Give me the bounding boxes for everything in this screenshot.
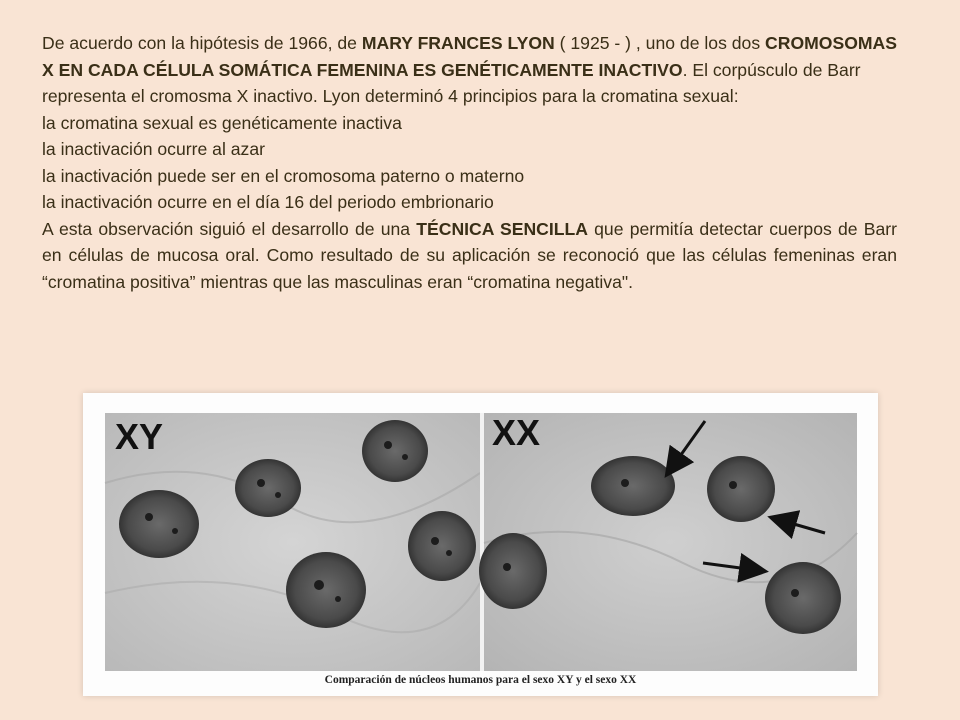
xx-label: XX — [492, 412, 541, 453]
xx-panel — [479, 412, 857, 671]
xy-nucleus-2 — [235, 459, 301, 517]
principle-4: la inactivación ocurre en el día 16 del periodo embrionario — [42, 192, 494, 212]
technique-name: TÉCNICA SENCILLA — [416, 218, 588, 239]
xy-nucleus-3 — [362, 420, 428, 482]
intro-paragraph — [42, 30, 897, 110]
xy-nucleus-5 — [408, 511, 476, 581]
xx-nucleus-4 — [765, 562, 841, 634]
technique-rest: que permitía detectar cuerpos de Barr en células de mucosa oral. Como resultado de su aplicación se reconoció que las células femeninas eran “cromatina positiva” mientras que las masculinas eran “cromatina negativa". — [42, 218, 897, 292]
scientist-name: MARY FRANCES LYON — [361, 33, 555, 53]
nuclei-comparison-figure — [83, 393, 878, 696]
hypothesis-claim: CROMOSOMAS X EN CADA CÉLULA SOMÁTICA FEMENINA ES GENÉTICAMENTE INACTIVO — [42, 33, 897, 80]
micrograph — [83, 393, 878, 673]
xy-panel — [105, 413, 480, 671]
intro-text: De acuerdo con la hipótesis de 1966, de — [42, 33, 362, 53]
xx-nucleus-1 — [591, 456, 675, 516]
principle-1: la cromatina sexual es genéticamente inactiva — [42, 112, 402, 133]
xy-nucleus-1 — [119, 490, 199, 558]
figure-caption: Comparación de núcleos humanos para el sexo XY y el sexo XX — [324, 674, 637, 686]
technique-intro: A esta observación siguió el desarrollo de una — [42, 218, 417, 239]
technique-paragraph — [42, 216, 897, 296]
xy-label: XY — [115, 416, 164, 457]
principle-3: la inactivación puede ser en el cromosoma paterno o materno — [42, 165, 525, 186]
xx-nucleus-3 — [479, 533, 547, 609]
body-text — [42, 30, 897, 295]
xy-nucleus-4 — [286, 552, 366, 628]
principle-2: la inactivación ocurre al azar — [42, 139, 265, 159]
xx-nucleus-2 — [707, 456, 775, 522]
years-text: ( 1925 - ) , uno de los dos — [554, 33, 766, 53]
intro-rest: . El corpúsculo de Barr representa el cromosma X inactivo. Lyon determinó 4 principios para la cromatina sexual: — [42, 59, 861, 106]
